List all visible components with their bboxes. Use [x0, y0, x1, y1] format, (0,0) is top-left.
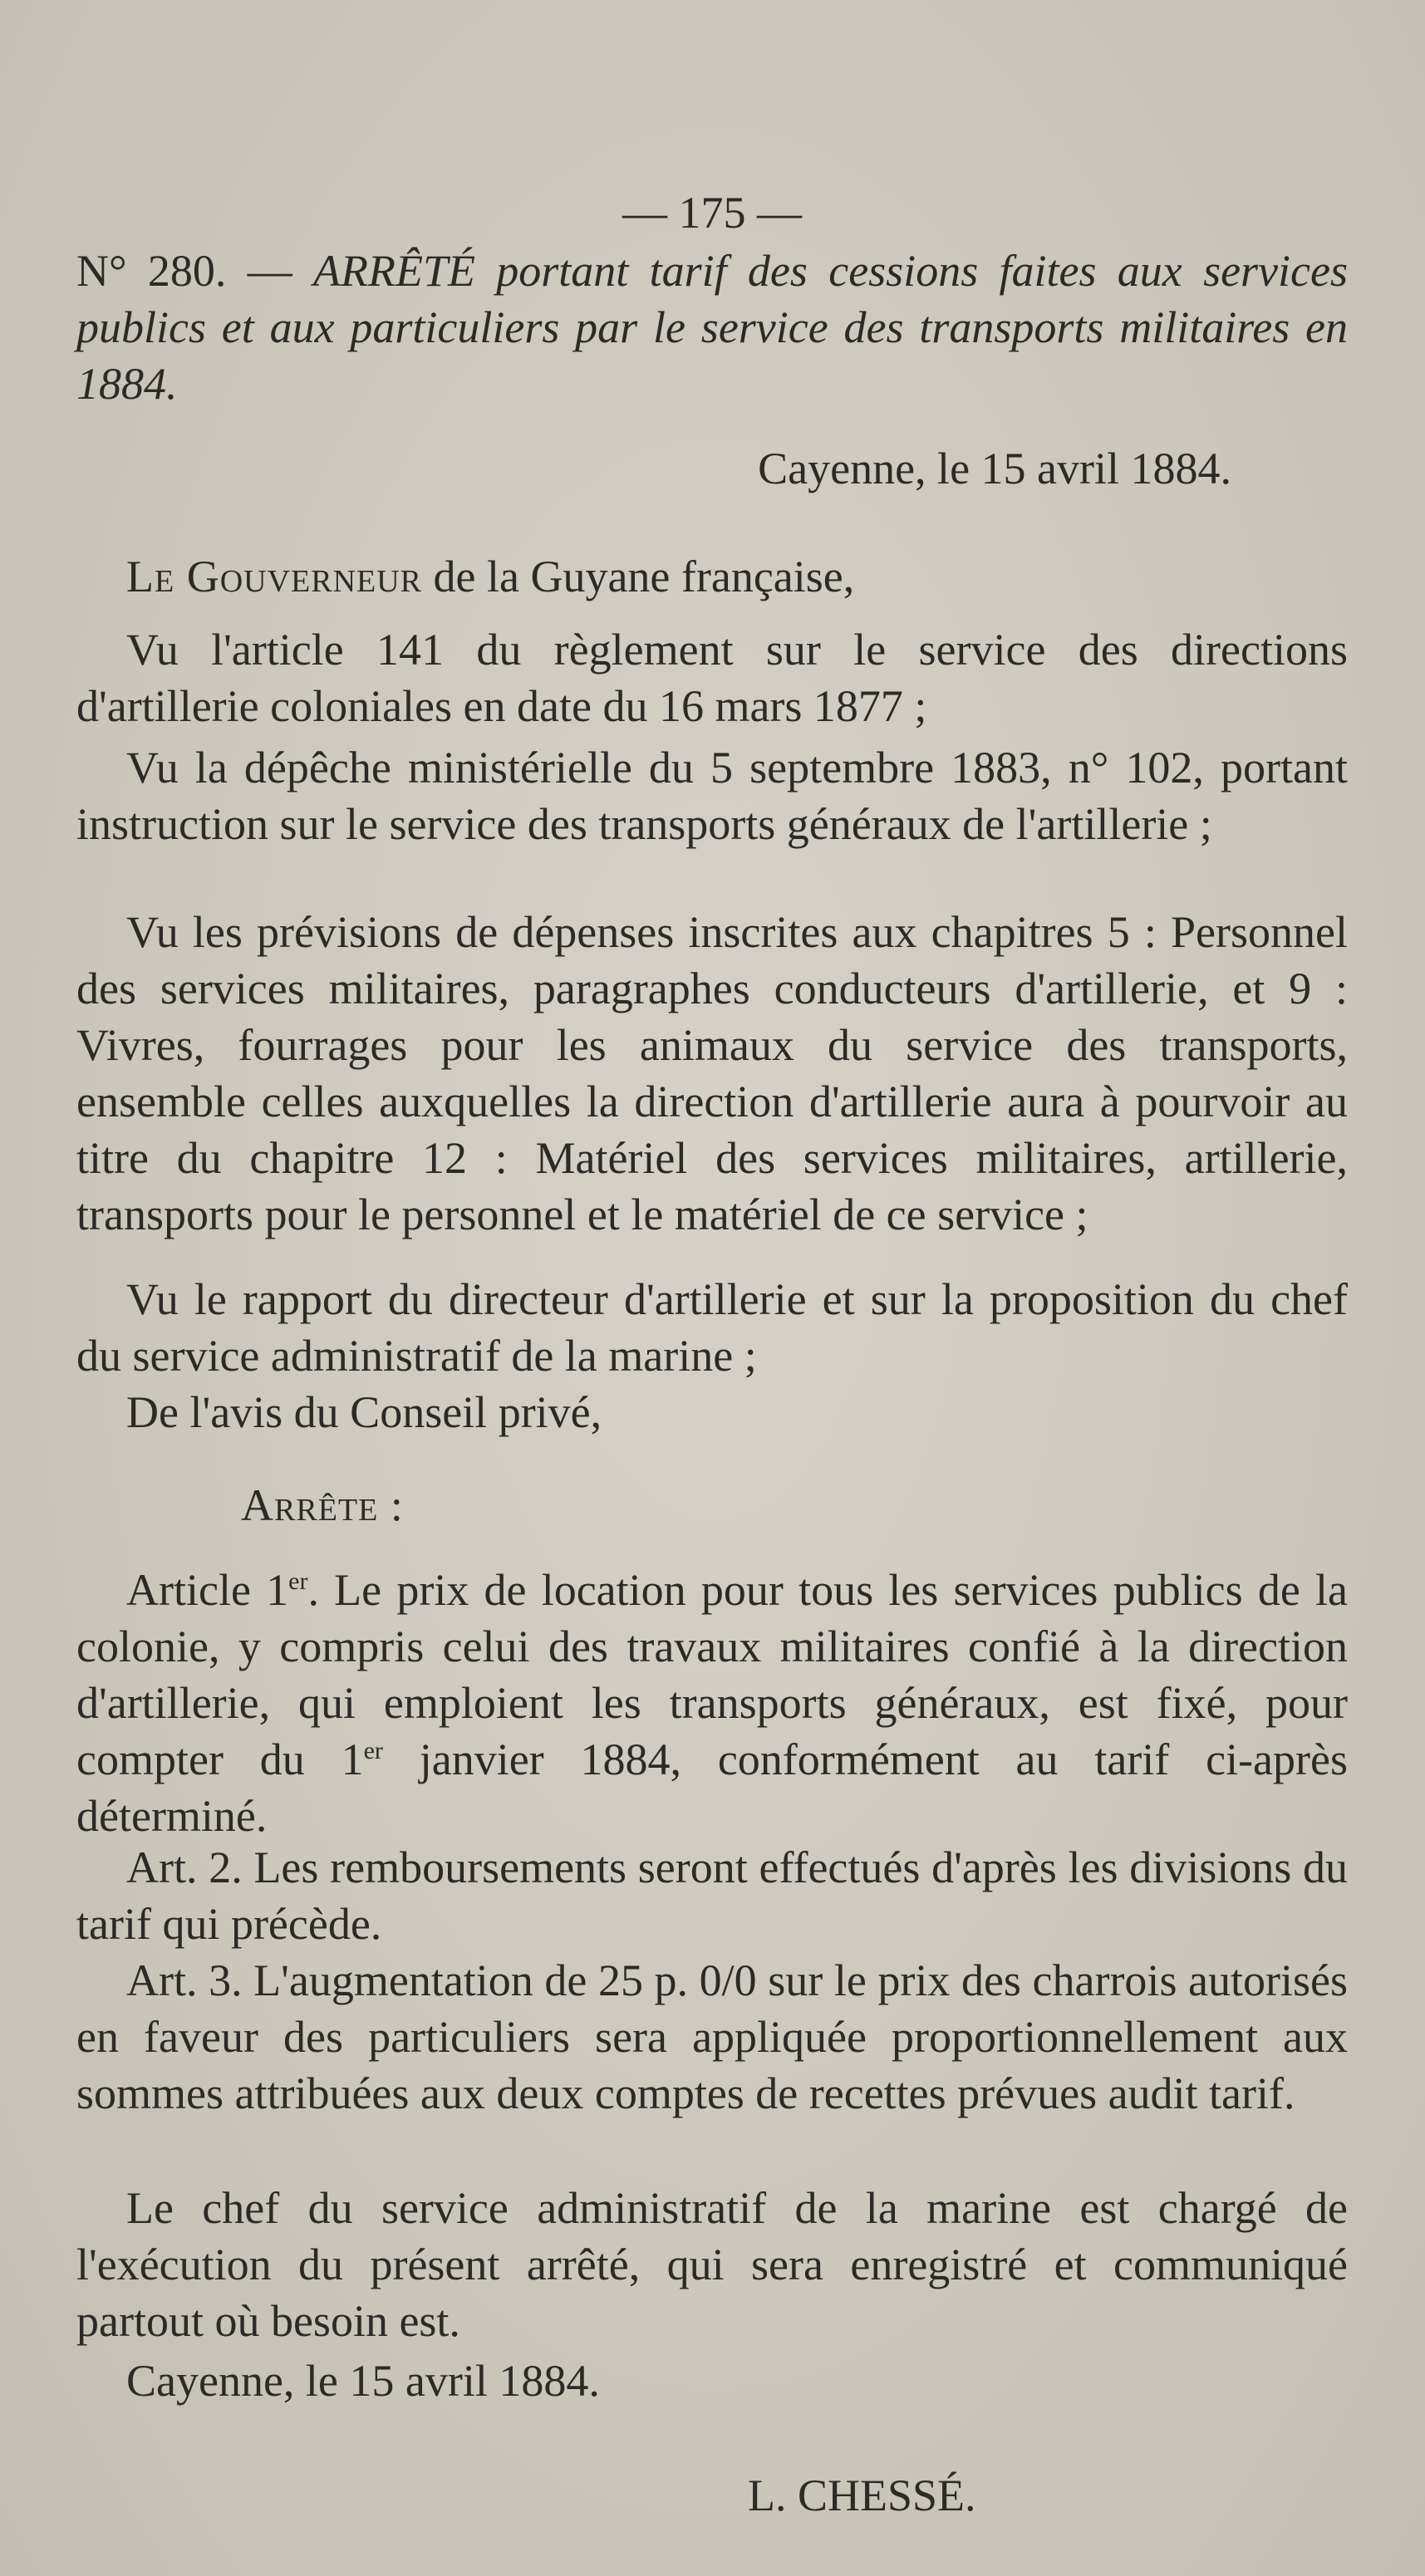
place-date: Cayenne, le 15 avril 1884. — [758, 444, 1231, 493]
considerant-2: Vu la dépêche ministérielle du 5 septembre 1883, n° 102, portant instruction sur le service des transports généraux de l'artillerie ; — [76, 743, 1348, 849]
governor-title: Le Gouverneur — [126, 552, 423, 601]
decree-heading — [76, 243, 1348, 412]
considerant-4: Vu le rapport du directeur d'artillerie et sur la proposition du chef du service administratif de la marine ; — [76, 1274, 1348, 1381]
article-1-text-a: . Le prix de location pour tous les services publics de la colonie, y compris celui des travaux militaires confié à la direction d'artillerie, qui emploient les transports généraux, est fixé, pour compter du 1 — [76, 1565, 1348, 1784]
article-3: Art. 3. L'augmentation de 25 p. 0/0 sur le prix des charrois autorisés en faveur des particuliers sera appliquée proportionnellement aux sommes attribuées aux deux comptes de recettes prévues audit tarif. — [76, 1955, 1348, 2118]
governor-line — [76, 548, 1348, 605]
conseil-avis: De l'avis du Conseil privé, — [126, 1387, 602, 1437]
article-1-ordinal: er — [288, 1568, 308, 1595]
governor-rest: de la Guyane française, — [422, 552, 855, 601]
execution-clause: Le chef du service administratif de la marine est chargé de l'exécution du présent arrêté, qui sera enregistré et communiqué partout où besoin est. — [76, 2183, 1348, 2346]
considerant-3: Vu les prévisions de dépenses inscrites aux chapitres 5 : Personnel des services militaires, paragraphes conducteurs d'artillerie, et 9 : Vivres, fourrages pour les animaux du service des transports, ensemble celles auxquelles la direction d'artillerie aura à pourvoir au titre du chapitre 12 : Matériel des services militaires, artillerie, transports pour le personnel et le matériel de ce service ; — [76, 907, 1348, 1239]
decree-number: N° 280. — — [76, 246, 292, 296]
signature: L. CHESSÉ. — [748, 2471, 976, 2520]
article-2: Art. 2. Les remboursements seront effectués d'après les divisions du tarif qui précède. — [76, 1842, 1348, 1949]
decree-title: ARRÊTÉ portant tarif des cessions faites aux services publics et aux particuliers par le service des transports militaires en 1884. — [76, 246, 1348, 409]
article-1-ordinal-2: er — [363, 1737, 383, 1764]
article-1-text-b: janvier 1884, conformément au tarif ci-après déterminé. — [76, 1735, 1348, 1841]
considerant-1: Vu l'article 141 du règlement sur le service des directions d'artillerie coloniales en date du 16 mars 1877 ; — [76, 625, 1348, 731]
article-1 — [76, 1562, 1348, 1844]
closing-place-date: Cayenne, le 15 avril 1884. — [126, 2356, 600, 2406]
arrete-label: Arrête : — [241, 1480, 404, 1530]
page-number: — 175 — — [622, 188, 802, 238]
article-1-label: Article 1 — [126, 1565, 289, 1615]
